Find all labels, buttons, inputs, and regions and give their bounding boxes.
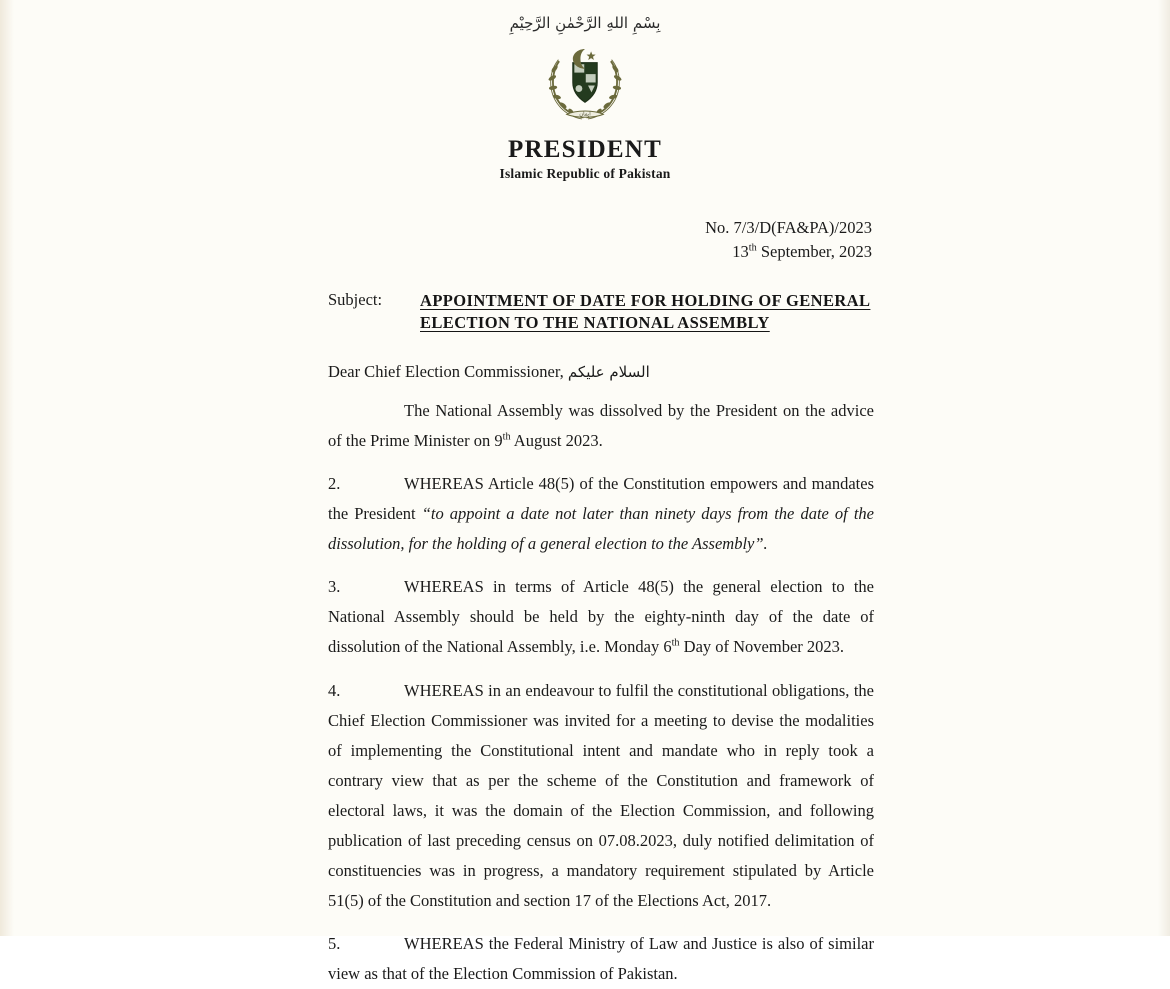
paragraph-4-text: WHEREAS in an endeavour to fulfil the constitutional obligations, the Chief Election Commissioner was invited for a meeting to devise the modalities of implementing the Constitutional intent and mandate who in reply took a contrary view that as per the scheme of the Constitution and framework of electoral laws, it was the domain of the Election Commission, and following publication of last preceding census on 07.08.2023, duly notified delimitation of constituencies was in progress, a mandatory requirement stipulated by Article 51(5) of the Constitution and section 17 of the Elections Act, 2017. [328, 680, 874, 910]
paragraph-2-quote: “to appoint a date not later than ninety days from the date of the dissolution, for the holding of a general election to the Assembly”. [328, 504, 874, 554]
emblem-container [0, 46, 1170, 122]
date-suffix: th [748, 242, 757, 254]
paragraph-3-text: WHEREAS in terms of Article 48(5) the general election to the National Assembly should be held by the eighty-ninth day of the date of dissolution of the National Assembly, i.e. Monday 6 [328, 577, 874, 657]
salutation-urdu: السلام علیکم [567, 363, 650, 382]
subject-row [0, 290, 1170, 335]
reference-number: No. 7/3/D(FA&PA)/2023 [705, 218, 872, 237]
paragraph-4-number: 4. [328, 680, 341, 700]
paragraph-2 [328, 469, 874, 559]
paragraph-5-text: WHEREAS the Federal Ministry of Law and Justice is also of similar view as that of the Election Commission of Pakistan. [328, 933, 874, 983]
date-rest: September, 2023 [756, 241, 872, 261]
paragraph-2-number: 2. [328, 474, 341, 494]
paragraph-1-text: The National Assembly was dissolved by the President on the advice of the Prime Minister on 9 [328, 401, 874, 451]
paragraph-4 [328, 676, 874, 916]
paragraph-1-text-2: August 2023. [510, 431, 603, 451]
paragraph-5 [328, 929, 874, 989]
paragraph-3-number: 3. [328, 577, 341, 597]
document-date [0, 240, 872, 264]
pakistan-state-emblem-icon [539, 46, 631, 122]
paragraph-3-text-2: Day of November 2023. [679, 637, 845, 657]
reference-block [0, 216, 1170, 264]
date-day: 13 [732, 241, 749, 261]
subject-label: Subject: [328, 289, 383, 309]
page-title: PRESIDENT [508, 136, 662, 163]
bismillah-text: بِسْمِ اللهِ الرَّحْمٰنِ الرَّحِيْمِ [509, 14, 661, 32]
subject-text: APPOINTMENT OF DATE FOR HOLDING OF GENERAL ELECTION TO THE NATIONAL ASSEMBLY [420, 290, 871, 333]
paragraph-2-text: WHEREAS Article 48(5) of the Constitution empowers and mandates the President [328, 474, 874, 524]
svg-text:ایمان: ایمان [579, 111, 591, 118]
salutation [0, 362, 1170, 382]
paragraph-3-sup: th [671, 637, 680, 649]
salutation-english: Dear Chief Election Commissioner, [328, 362, 568, 382]
paragraph-1-sup: th [502, 431, 511, 443]
paragraph-1 [328, 396, 874, 456]
body-block [0, 396, 1170, 988]
org-subtitle: Islamic Republic of Pakistan [499, 166, 671, 181]
paragraph-5-number: 5. [328, 933, 341, 953]
paragraph-3 [328, 572, 874, 662]
